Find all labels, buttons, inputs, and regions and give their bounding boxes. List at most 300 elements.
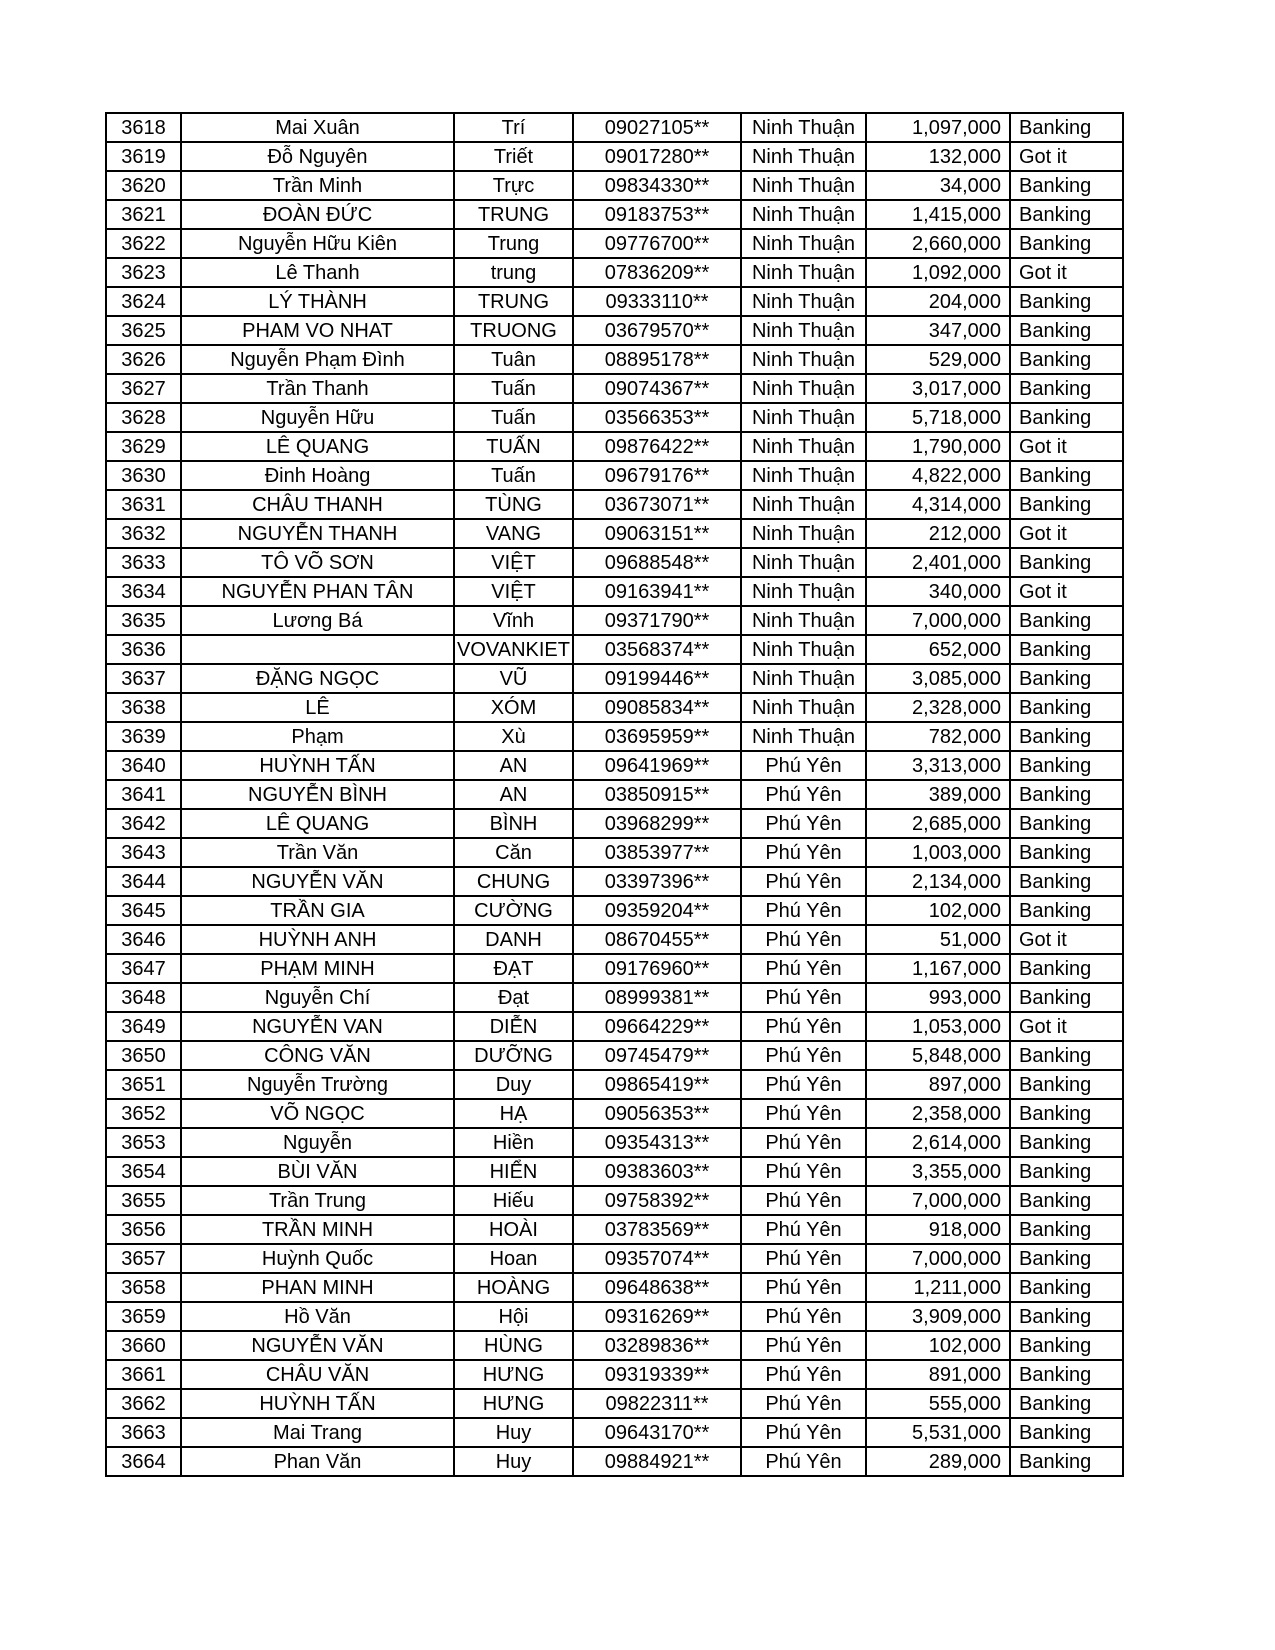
province-cell: Phú Yên bbox=[741, 925, 866, 954]
phone-cell: 03568374** bbox=[573, 635, 741, 664]
phone-cell: 09027105** bbox=[573, 113, 741, 142]
province-cell: Ninh Thuận bbox=[741, 606, 866, 635]
phone-cell: 09063151** bbox=[573, 519, 741, 548]
province-cell: Ninh Thuận bbox=[741, 577, 866, 606]
phone-cell: 03853977** bbox=[573, 838, 741, 867]
table-row bbox=[106, 142, 1123, 171]
row-id-cell: 3649 bbox=[106, 1012, 181, 1041]
last-name-cell: DIỄN bbox=[454, 1012, 573, 1041]
province-cell: Ninh Thuận bbox=[741, 635, 866, 664]
table-row bbox=[106, 490, 1123, 519]
province-cell: Phú Yên bbox=[741, 1041, 866, 1070]
last-name-cell: VŨ bbox=[454, 664, 573, 693]
province-cell: Ninh Thuận bbox=[741, 693, 866, 722]
row-id-cell: 3642 bbox=[106, 809, 181, 838]
first-name-cell: NGUYỄN PHAN TÂN bbox=[181, 577, 454, 606]
row-id-cell: 3627 bbox=[106, 374, 181, 403]
payment-method-cell: Banking bbox=[1010, 345, 1123, 374]
last-name-cell: VANG bbox=[454, 519, 573, 548]
payment-method-cell: Banking bbox=[1010, 316, 1123, 345]
phone-cell: 09679176** bbox=[573, 461, 741, 490]
province-cell: Ninh Thuận bbox=[741, 722, 866, 751]
province-cell: Phú Yên bbox=[741, 1389, 866, 1418]
amount-cell: 529,000 bbox=[866, 345, 1010, 374]
first-name-cell: Đinh Hoàng bbox=[181, 461, 454, 490]
last-name-cell: Tuấn bbox=[454, 461, 573, 490]
payment-method-cell: Banking bbox=[1010, 1418, 1123, 1447]
amount-cell: 5,718,000 bbox=[866, 403, 1010, 432]
province-cell: Ninh Thuận bbox=[741, 316, 866, 345]
table-row bbox=[106, 1128, 1123, 1157]
amount-cell: 7,000,000 bbox=[866, 606, 1010, 635]
last-name-cell: TRUNG bbox=[454, 200, 573, 229]
table-row bbox=[106, 1099, 1123, 1128]
phone-cell: 09085834** bbox=[573, 693, 741, 722]
amount-cell: 3,909,000 bbox=[866, 1302, 1010, 1331]
phone-cell: 09688548** bbox=[573, 548, 741, 577]
last-name-cell: HẠ bbox=[454, 1099, 573, 1128]
payment-method-cell: Banking bbox=[1010, 548, 1123, 577]
payment-method-cell: Banking bbox=[1010, 490, 1123, 519]
row-id-cell: 3660 bbox=[106, 1331, 181, 1360]
payment-method-cell: Banking bbox=[1010, 1447, 1123, 1476]
first-name-cell: Mai Xuân bbox=[181, 113, 454, 142]
first-name-cell: Nguyễn Phạm Đình bbox=[181, 345, 454, 374]
payment-method-cell: Banking bbox=[1010, 867, 1123, 896]
table-row bbox=[106, 635, 1123, 664]
row-id-cell: 3630 bbox=[106, 461, 181, 490]
amount-cell: 2,614,000 bbox=[866, 1128, 1010, 1157]
row-id-cell: 3657 bbox=[106, 1244, 181, 1273]
amount-cell: 5,848,000 bbox=[866, 1041, 1010, 1070]
payment-method-cell: Banking bbox=[1010, 374, 1123, 403]
phone-cell: 09664229** bbox=[573, 1012, 741, 1041]
last-name-cell: DƯỠNG bbox=[454, 1041, 573, 1070]
first-name-cell: ĐẶNG NGỌC bbox=[181, 664, 454, 693]
amount-cell: 1,097,000 bbox=[866, 113, 1010, 142]
first-name-cell: Mai Trang bbox=[181, 1418, 454, 1447]
payment-method-cell: Banking bbox=[1010, 229, 1123, 258]
amount-cell: 212,000 bbox=[866, 519, 1010, 548]
first-name-cell: NGUYỄN VAN bbox=[181, 1012, 454, 1041]
phone-cell: 03289836** bbox=[573, 1331, 741, 1360]
first-name-cell: HUỲNH TẤN bbox=[181, 751, 454, 780]
last-name-cell: Duy bbox=[454, 1070, 573, 1099]
table-row bbox=[106, 345, 1123, 374]
province-cell: Ninh Thuận bbox=[741, 403, 866, 432]
first-name-cell: TRẦN MINH bbox=[181, 1215, 454, 1244]
first-name-cell: Nguyễn Chí bbox=[181, 983, 454, 1012]
table-row bbox=[106, 809, 1123, 838]
phone-cell: 09865419** bbox=[573, 1070, 741, 1099]
last-name-cell: Căn bbox=[454, 838, 573, 867]
payment-method-cell: Banking bbox=[1010, 983, 1123, 1012]
last-name-cell: Trung bbox=[454, 229, 573, 258]
province-cell: Phú Yên bbox=[741, 1099, 866, 1128]
payment-method-cell: Banking bbox=[1010, 1157, 1123, 1186]
row-id-cell: 3631 bbox=[106, 490, 181, 519]
phone-cell: 03695959** bbox=[573, 722, 741, 751]
table-row bbox=[106, 519, 1123, 548]
table-row bbox=[106, 432, 1123, 461]
table-row bbox=[106, 1418, 1123, 1447]
first-name-cell: HUỲNH TẤN bbox=[181, 1389, 454, 1418]
table-row bbox=[106, 1012, 1123, 1041]
last-name-cell: Đạt bbox=[454, 983, 573, 1012]
payment-method-cell: Banking bbox=[1010, 1128, 1123, 1157]
first-name-cell: Lương Bá bbox=[181, 606, 454, 635]
row-id-cell: 3643 bbox=[106, 838, 181, 867]
amount-cell: 555,000 bbox=[866, 1389, 1010, 1418]
amount-cell: 1,092,000 bbox=[866, 258, 1010, 287]
last-name-cell: TÙNG bbox=[454, 490, 573, 519]
last-name-cell: VIỆT bbox=[454, 577, 573, 606]
amount-cell: 5,531,000 bbox=[866, 1418, 1010, 1447]
row-id-cell: 3634 bbox=[106, 577, 181, 606]
province-cell: Phú Yên bbox=[741, 1418, 866, 1447]
province-cell: Ninh Thuận bbox=[741, 345, 866, 374]
phone-cell: 09333110** bbox=[573, 287, 741, 316]
first-name-cell: Hồ Văn bbox=[181, 1302, 454, 1331]
row-id-cell: 3632 bbox=[106, 519, 181, 548]
table-row bbox=[106, 229, 1123, 258]
amount-cell: 1,053,000 bbox=[866, 1012, 1010, 1041]
province-cell: Ninh Thuận bbox=[741, 142, 866, 171]
amount-cell: 2,134,000 bbox=[866, 867, 1010, 896]
payment-method-cell: Got it bbox=[1010, 577, 1123, 606]
table-row bbox=[106, 867, 1123, 896]
table-row bbox=[106, 838, 1123, 867]
payment-method-cell: Banking bbox=[1010, 606, 1123, 635]
province-cell: Ninh Thuận bbox=[741, 374, 866, 403]
province-cell: Ninh Thuận bbox=[741, 490, 866, 519]
table-row bbox=[106, 1331, 1123, 1360]
first-name-cell: HUỲNH ANH bbox=[181, 925, 454, 954]
first-name-cell: NGUYỄN THANH bbox=[181, 519, 454, 548]
last-name-cell: TRUONG bbox=[454, 316, 573, 345]
first-name-cell: TRẦN GIA bbox=[181, 896, 454, 925]
table-row bbox=[106, 664, 1123, 693]
table-row bbox=[106, 925, 1123, 954]
phone-cell: 09876422** bbox=[573, 432, 741, 461]
phone-cell: 09745479** bbox=[573, 1041, 741, 1070]
amount-cell: 3,085,000 bbox=[866, 664, 1010, 693]
last-name-cell: Tuân bbox=[454, 345, 573, 374]
row-id-cell: 3647 bbox=[106, 954, 181, 983]
last-name-cell: CHUNG bbox=[454, 867, 573, 896]
table-row bbox=[106, 693, 1123, 722]
first-name-cell: PHẠM MINH bbox=[181, 954, 454, 983]
row-id-cell: 3639 bbox=[106, 722, 181, 751]
row-id-cell: 3653 bbox=[106, 1128, 181, 1157]
last-name-cell: Vĩnh bbox=[454, 606, 573, 635]
payment-method-cell: Got it bbox=[1010, 432, 1123, 461]
province-cell: Phú Yên bbox=[741, 1128, 866, 1157]
last-name-cell: Triết bbox=[454, 142, 573, 171]
table-row bbox=[106, 113, 1123, 142]
amount-cell: 782,000 bbox=[866, 722, 1010, 751]
phone-cell: 09643170** bbox=[573, 1418, 741, 1447]
first-name-cell: LÝ THÀNH bbox=[181, 287, 454, 316]
phone-cell: 08999381** bbox=[573, 983, 741, 1012]
first-name-cell: BÙI VĂN bbox=[181, 1157, 454, 1186]
first-name-cell: Trần Trung bbox=[181, 1186, 454, 1215]
last-name-cell: HÙNG bbox=[454, 1331, 573, 1360]
first-name-cell: ĐOÀN ĐỨC bbox=[181, 200, 454, 229]
table-row bbox=[106, 171, 1123, 200]
payment-method-cell: Banking bbox=[1010, 635, 1123, 664]
province-cell: Phú Yên bbox=[741, 1331, 866, 1360]
phone-cell: 09316269** bbox=[573, 1302, 741, 1331]
phone-cell: 09319339** bbox=[573, 1360, 741, 1389]
payment-method-cell: Banking bbox=[1010, 287, 1123, 316]
province-cell: Ninh Thuận bbox=[741, 113, 866, 142]
phone-cell: 07836209** bbox=[573, 258, 741, 287]
amount-cell: 102,000 bbox=[866, 1331, 1010, 1360]
payment-method-cell: Got it bbox=[1010, 925, 1123, 954]
payment-method-cell: Banking bbox=[1010, 1041, 1123, 1070]
first-name-cell: Trần Thanh bbox=[181, 374, 454, 403]
phone-cell: 03968299** bbox=[573, 809, 741, 838]
phone-cell: 09183753** bbox=[573, 200, 741, 229]
payment-method-cell: Banking bbox=[1010, 1070, 1123, 1099]
amount-cell: 3,355,000 bbox=[866, 1157, 1010, 1186]
payment-method-cell: Banking bbox=[1010, 1389, 1123, 1418]
last-name-cell: Huy bbox=[454, 1447, 573, 1476]
last-name-cell: HIỂN bbox=[454, 1157, 573, 1186]
phone-cell: 09822311** bbox=[573, 1389, 741, 1418]
table-row bbox=[106, 1215, 1123, 1244]
first-name-cell: Nguyễn Hữu bbox=[181, 403, 454, 432]
amount-cell: 891,000 bbox=[866, 1360, 1010, 1389]
row-id-cell: 3646 bbox=[106, 925, 181, 954]
phone-cell: 09354313** bbox=[573, 1128, 741, 1157]
amount-cell: 652,000 bbox=[866, 635, 1010, 664]
table-row bbox=[106, 374, 1123, 403]
payment-method-cell: Banking bbox=[1010, 461, 1123, 490]
amount-cell: 3,313,000 bbox=[866, 751, 1010, 780]
amount-cell: 3,017,000 bbox=[866, 374, 1010, 403]
payment-method-cell: Got it bbox=[1010, 142, 1123, 171]
payment-method-cell: Banking bbox=[1010, 693, 1123, 722]
table-row bbox=[106, 316, 1123, 345]
row-id-cell: 3621 bbox=[106, 200, 181, 229]
payment-method-cell: Banking bbox=[1010, 838, 1123, 867]
payment-method-cell: Banking bbox=[1010, 1331, 1123, 1360]
last-name-cell: Hội bbox=[454, 1302, 573, 1331]
row-id-cell: 3648 bbox=[106, 983, 181, 1012]
first-name-cell: PHAN MINH bbox=[181, 1273, 454, 1302]
amount-cell: 289,000 bbox=[866, 1447, 1010, 1476]
last-name-cell: TRUNG bbox=[454, 287, 573, 316]
province-cell: Ninh Thuận bbox=[741, 258, 866, 287]
amount-cell: 7,000,000 bbox=[866, 1244, 1010, 1273]
last-name-cell: CƯỜNG bbox=[454, 896, 573, 925]
first-name-cell: Nguyễn bbox=[181, 1128, 454, 1157]
province-cell: Phú Yên bbox=[741, 1360, 866, 1389]
first-name-cell: Lê Thanh bbox=[181, 258, 454, 287]
first-name-cell: CHÂU VĂN bbox=[181, 1360, 454, 1389]
first-name-cell: PHAM VO NHAT bbox=[181, 316, 454, 345]
row-id-cell: 3633 bbox=[106, 548, 181, 577]
payment-method-cell: Banking bbox=[1010, 113, 1123, 142]
phone-cell: 03566353** bbox=[573, 403, 741, 432]
row-id-cell: 3654 bbox=[106, 1157, 181, 1186]
province-cell: Phú Yên bbox=[741, 1215, 866, 1244]
phone-cell: 09776700** bbox=[573, 229, 741, 258]
table-row bbox=[106, 606, 1123, 635]
payment-method-cell: Banking bbox=[1010, 171, 1123, 200]
first-name-cell: LÊ QUANG bbox=[181, 432, 454, 461]
last-name-cell: Huy bbox=[454, 1418, 573, 1447]
first-name-cell: Đỗ Nguyên bbox=[181, 142, 454, 171]
row-id-cell: 3662 bbox=[106, 1389, 181, 1418]
phone-cell: 09359204** bbox=[573, 896, 741, 925]
phone-cell: 09371790** bbox=[573, 606, 741, 635]
phone-cell: 09017280** bbox=[573, 142, 741, 171]
phone-cell: 09383603** bbox=[573, 1157, 741, 1186]
row-id-cell: 3618 bbox=[106, 113, 181, 142]
payment-method-cell: Got it bbox=[1010, 1012, 1123, 1041]
table-row bbox=[106, 1447, 1123, 1476]
payment-method-cell: Got it bbox=[1010, 258, 1123, 287]
payment-method-cell: Banking bbox=[1010, 809, 1123, 838]
row-id-cell: 3636 bbox=[106, 635, 181, 664]
payment-method-cell: Banking bbox=[1010, 896, 1123, 925]
payment-method-cell: Banking bbox=[1010, 1273, 1123, 1302]
province-cell: Phú Yên bbox=[741, 1157, 866, 1186]
amount-cell: 2,685,000 bbox=[866, 809, 1010, 838]
table-row bbox=[106, 403, 1123, 432]
table-row bbox=[106, 751, 1123, 780]
table-row bbox=[106, 1389, 1123, 1418]
province-cell: Ninh Thuận bbox=[741, 200, 866, 229]
phone-cell: 08895178** bbox=[573, 345, 741, 374]
table-row bbox=[106, 1186, 1123, 1215]
province-cell: Ninh Thuận bbox=[741, 548, 866, 577]
payment-method-cell: Banking bbox=[1010, 751, 1123, 780]
province-cell: Phú Yên bbox=[741, 1070, 866, 1099]
province-cell: Phú Yên bbox=[741, 809, 866, 838]
first-name-cell: CHÂU THANH bbox=[181, 490, 454, 519]
province-cell: Ninh Thuận bbox=[741, 287, 866, 316]
province-cell: Phú Yên bbox=[741, 1186, 866, 1215]
province-cell: Phú Yên bbox=[741, 838, 866, 867]
phone-cell: 09176960** bbox=[573, 954, 741, 983]
last-name-cell: ĐẠT bbox=[454, 954, 573, 983]
province-cell: Phú Yên bbox=[741, 896, 866, 925]
row-id-cell: 3652 bbox=[106, 1099, 181, 1128]
province-cell: Phú Yên bbox=[741, 954, 866, 983]
amount-cell: 340,000 bbox=[866, 577, 1010, 606]
phone-cell: 03673071** bbox=[573, 490, 741, 519]
amount-cell: 4,822,000 bbox=[866, 461, 1010, 490]
province-cell: Phú Yên bbox=[741, 1302, 866, 1331]
row-id-cell: 3661 bbox=[106, 1360, 181, 1389]
row-id-cell: 3640 bbox=[106, 751, 181, 780]
row-id-cell: 3641 bbox=[106, 780, 181, 809]
row-id-cell: 3655 bbox=[106, 1186, 181, 1215]
last-name-cell: HƯNG bbox=[454, 1360, 573, 1389]
phone-cell: 09758392** bbox=[573, 1186, 741, 1215]
amount-cell: 4,314,000 bbox=[866, 490, 1010, 519]
table-row bbox=[106, 1273, 1123, 1302]
amount-cell: 102,000 bbox=[866, 896, 1010, 925]
table-row bbox=[106, 1157, 1123, 1186]
last-name-cell: TUẤN bbox=[454, 432, 573, 461]
amount-cell: 897,000 bbox=[866, 1070, 1010, 1099]
payment-method-cell: Banking bbox=[1010, 780, 1123, 809]
row-id-cell: 3626 bbox=[106, 345, 181, 374]
row-id-cell: 3645 bbox=[106, 896, 181, 925]
row-id-cell: 3663 bbox=[106, 1418, 181, 1447]
payment-method-cell: Banking bbox=[1010, 1186, 1123, 1215]
row-id-cell: 3664 bbox=[106, 1447, 181, 1476]
first-name-cell: Phan Văn bbox=[181, 1447, 454, 1476]
amount-cell: 2,358,000 bbox=[866, 1099, 1010, 1128]
first-name-cell: LÊ QUANG bbox=[181, 809, 454, 838]
row-id-cell: 3623 bbox=[106, 258, 181, 287]
row-id-cell: 3619 bbox=[106, 142, 181, 171]
last-name-cell: HƯNG bbox=[454, 1389, 573, 1418]
row-id-cell: 3650 bbox=[106, 1041, 181, 1070]
amount-cell: 132,000 bbox=[866, 142, 1010, 171]
last-name-cell: HOÀNG bbox=[454, 1273, 573, 1302]
first-name-cell: LÊ bbox=[181, 693, 454, 722]
payment-method-cell: Banking bbox=[1010, 1360, 1123, 1389]
first-name-cell: CÔNG VĂN bbox=[181, 1041, 454, 1070]
table-row bbox=[106, 200, 1123, 229]
last-name-cell: AN bbox=[454, 780, 573, 809]
province-cell: Ninh Thuận bbox=[741, 432, 866, 461]
table-row bbox=[106, 1041, 1123, 1070]
amount-cell: 347,000 bbox=[866, 316, 1010, 345]
province-cell: Phú Yên bbox=[741, 1244, 866, 1273]
phone-cell: 09199446** bbox=[573, 664, 741, 693]
last-name-cell: Trực bbox=[454, 171, 573, 200]
table-row bbox=[106, 1302, 1123, 1331]
province-cell: Phú Yên bbox=[741, 867, 866, 896]
phone-cell: 03397396** bbox=[573, 867, 741, 896]
payment-method-cell: Banking bbox=[1010, 664, 1123, 693]
phone-cell: 09074367** bbox=[573, 374, 741, 403]
payment-method-cell: Banking bbox=[1010, 403, 1123, 432]
payment-method-cell: Banking bbox=[1010, 200, 1123, 229]
amount-cell: 1,211,000 bbox=[866, 1273, 1010, 1302]
last-name-cell: HOÀI bbox=[454, 1215, 573, 1244]
table-row bbox=[106, 1070, 1123, 1099]
amount-cell: 2,660,000 bbox=[866, 229, 1010, 258]
province-cell: Ninh Thuận bbox=[741, 171, 866, 200]
payment-method-cell: Banking bbox=[1010, 1244, 1123, 1273]
first-name-cell: NGUYỄN VĂN bbox=[181, 867, 454, 896]
first-name-cell: Nguyễn Hữu Kiên bbox=[181, 229, 454, 258]
amount-cell: 34,000 bbox=[866, 171, 1010, 200]
phone-cell: 03850915** bbox=[573, 780, 741, 809]
first-name-cell: Huỳnh Quốc bbox=[181, 1244, 454, 1273]
last-name-cell: AN bbox=[454, 751, 573, 780]
payment-method-cell: Banking bbox=[1010, 1215, 1123, 1244]
phone-cell: 09884921** bbox=[573, 1447, 741, 1476]
phone-cell: 03679570** bbox=[573, 316, 741, 345]
province-cell: Ninh Thuận bbox=[741, 229, 866, 258]
last-name-cell: Hiền bbox=[454, 1128, 573, 1157]
table-row bbox=[106, 461, 1123, 490]
amount-cell: 993,000 bbox=[866, 983, 1010, 1012]
last-name-cell: Hoan bbox=[454, 1244, 573, 1273]
payment-method-cell: Got it bbox=[1010, 519, 1123, 548]
row-id-cell: 3625 bbox=[106, 316, 181, 345]
